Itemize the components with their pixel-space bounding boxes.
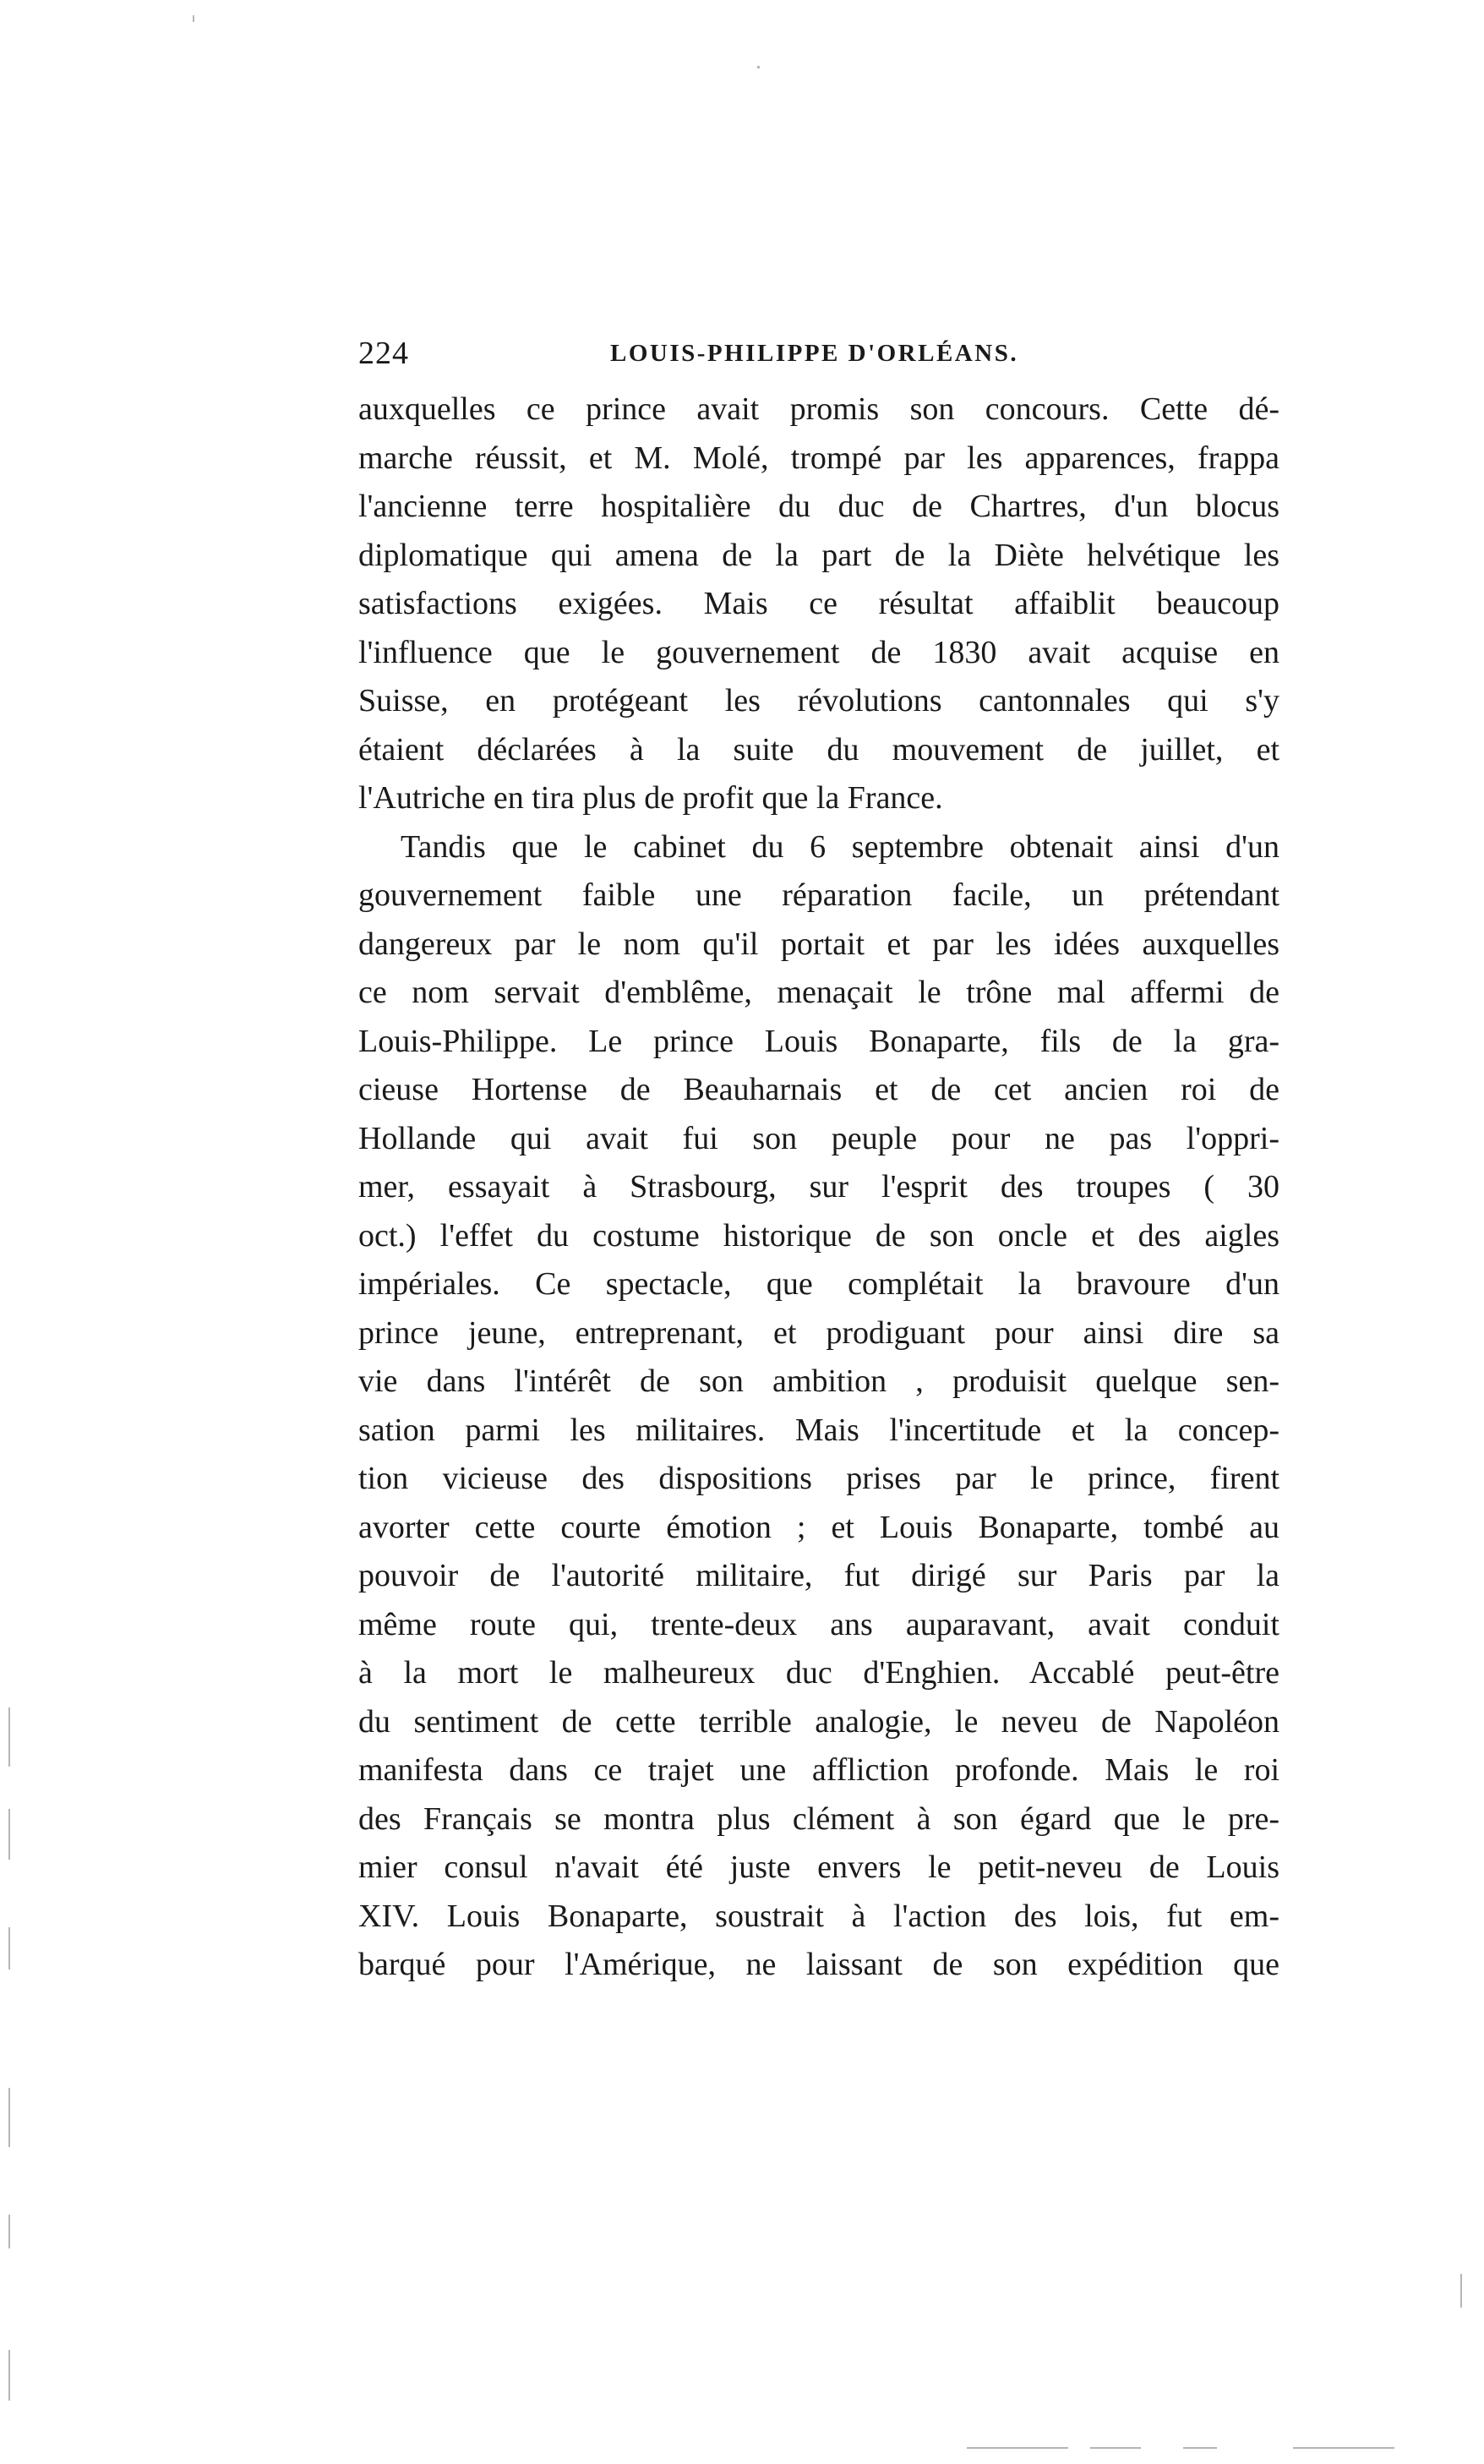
scan-speck: [8, 2215, 10, 2248]
text-line: même route qui, trente-deux ans auparavant, avait conduit: [358, 1606, 1279, 1642]
text-line: satisfactions exigées. Mais ce résultat affaiblit beaucoup: [358, 586, 1279, 621]
scan-speck: [8, 2088, 10, 2147]
scan-speck: [8, 1927, 10, 1970]
body-text: [358, 385, 1279, 1990]
text-line: étaient déclarées à la suite du mouvement de juillet, et: [358, 731, 1279, 768]
text-line: mier consul n'avait été juste envers le petit-neveu de Louis: [358, 1849, 1279, 1885]
text-line: vie dans l'intérêt de son ambition , produisit quelque sen-: [358, 1363, 1279, 1399]
text-line: prince jeune, entreprenant, et prodiguant pour ainsi dire sa: [358, 1314, 1279, 1351]
text-line: gouvernement faible une réparation facile, un prétendant: [358, 877, 1279, 913]
text-line: mer, essayait à Strasbourg, sur l'esprit des troupes ( 30: [358, 1169, 1279, 1205]
scan-speck: [1090, 2447, 1141, 2449]
text-line: manifesta dans ce trajet une affliction profonde. Mais le roi: [358, 1752, 1279, 1788]
scan-speck: [1293, 2447, 1394, 2449]
text-line: l'ancienne terre hospitalière du duc de Chartres, d'un blocus: [358, 489, 1279, 524]
text-line: Louis-Philippe. Le prince Louis Bonaparte, fils de la gra-: [358, 1023, 1279, 1059]
text-line: auxquelles ce prince avait promis son concours. Cette dé-: [358, 391, 1279, 427]
text-line: marche réussit, et M. Molé, trompé par les apparences, frappa: [358, 440, 1279, 476]
text-line: sation parmi les militaires. Mais l'incertitude et la concep-: [358, 1412, 1279, 1448]
page-number: 224: [358, 336, 409, 371]
text-line: barqué pour l'Amérique, ne laissant de son expédition que: [358, 1947, 1279, 1982]
text-line: Suisse, en protégeant les révolutions cantonnales qui s'y: [358, 683, 1279, 718]
scan-speck: [8, 1809, 10, 1860]
text-line: des Français se montra plus clément à son égard que le pre-: [358, 1800, 1279, 1837]
scan-speck: [8, 2350, 10, 2401]
text-line: ce nom servait d'emblême, menaçait le trône mal affermi de: [358, 975, 1279, 1010]
text-line: Hollande qui avait fui son peuple pour ne pas l'oppri-: [358, 1120, 1279, 1156]
text-line: l'influence que le gouvernement de 1830 avait acquise en: [358, 634, 1279, 670]
text-line: avorter cette courte émotion ; et Louis Bonaparte, tombé au: [358, 1509, 1279, 1545]
text-line: l'Autriche en tira plus de profit que la France.: [358, 780, 943, 816]
text-line: tion vicieuse des dispositions prises par le prince, firent: [358, 1461, 1279, 1496]
scan-speck: [967, 2447, 1068, 2449]
scan-speck: [1460, 2274, 1462, 2308]
scan-speck: [8, 1707, 10, 1767]
text-line: dangereux par le nom qu'il portait et par les idées auxquelles: [358, 926, 1279, 962]
text-line: impériales. Ce spectacle, que complétait la bravoure d'un: [358, 1266, 1279, 1302]
running-title: LOUIS-PHILIPPE D'ORLÉANS.: [610, 340, 1019, 367]
text-line: Tandis que le cabinet du 6 septembre obtenait ainsi d'un: [401, 828, 1279, 865]
text-line: du sentiment de cette terrible analogie, le neveu de Napoléon: [358, 1703, 1279, 1740]
text-line: cieuse Hortense de Beauharnais et de cet ancien roi de: [358, 1072, 1279, 1107]
text-line: oct.) l'effet du costume historique de son oncle et des aigles: [358, 1217, 1279, 1254]
text-line: diplomatique qui amena de la part de la Diète helvétique les: [358, 537, 1279, 573]
text-line: pouvoir de l'autorité militaire, fut dirigé sur Paris par la: [358, 1558, 1279, 1593]
scan-speck: [757, 66, 760, 68]
scan-speck: [193, 15, 194, 22]
running-head: [358, 335, 1279, 377]
text-line: XIV. Louis Bonaparte, soustrait à l'action des lois, fut em-: [358, 1898, 1279, 1934]
scan-speck: [1183, 2447, 1217, 2449]
text-line: à la mort le malheureux duc d'Enghien. Accablé peut-être: [358, 1655, 1279, 1691]
